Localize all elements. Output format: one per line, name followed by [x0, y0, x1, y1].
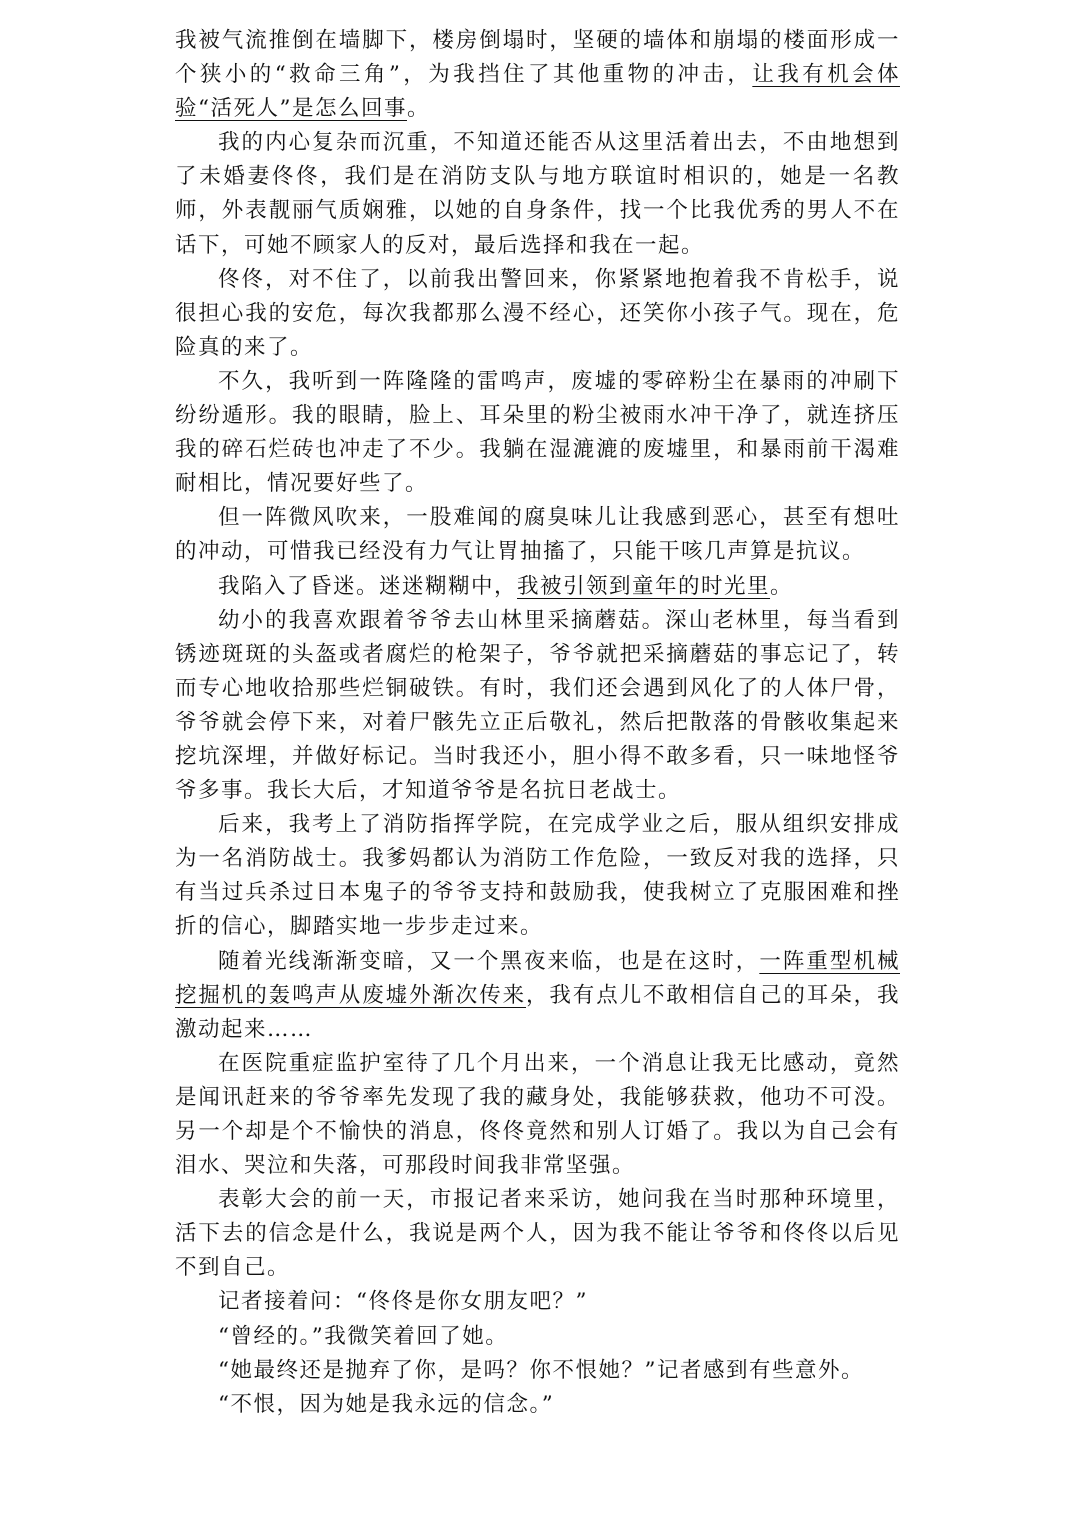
paragraph-8: 后来，我考上了消防指挥学院，在完成学业之后，服从组织安排成为一名消防战士。我爹妈都认为消防工作危险，一致反对我的选择，只有当过兵杀过日本鬼子的爷爷支持和鼓励我，使我树立了克服困难和挫折的信心，脚踏实地一步步走过来。	[175, 812, 900, 940]
paragraph-1-underlined-phrase: 让我有机会体验“活死人”是怎么回事	[175, 62, 900, 122]
paragraph-1-text-a: 我被气流推倒在墙脚下，楼房倒塌时，坚硬的墙体和崩塌的楼面形成一个狭小的“救命三角”，为我挡住了其他重物的冲击，	[175, 28, 900, 88]
paragraph-15: “不恨，因为她是我永远的信念。”	[218, 1391, 555, 1417]
paragraph-1	[175, 24, 900, 126]
paragraph-6	[175, 570, 900, 604]
paragraph-9	[175, 945, 900, 1047]
paragraph-11: 表彰大会的前一天，市报记者来采访，她问我在当时那种环境里，活下去的信念是什么，我说是两个人，因为我不能让爷爷和佟佟以后见不到自己。	[175, 1187, 900, 1281]
paragraph-4: 不久，我听到一阵隆隆的雷鸣声，废墟的零碎粉尘在暴雨的冲刷下纷纷遁形。我的眼睛，脸上、耳朵里的粉尘被雨水冲干净了，就连挤压我的碎石烂砖也冲走了不少。我躺在湿漉漉的废墟里，和暴雨前干渴难耐相比，情况要好些了。	[175, 368, 900, 497]
paragraph-6-text-b: 。	[770, 573, 794, 599]
paragraph-1-text-b: 。	[406, 96, 430, 122]
paragraph-6-underlined-phrase: 我被引领到童年的时光里	[517, 573, 771, 599]
paragraph-6-text-a: 我陷入了昏迷。迷迷糊糊中，	[218, 573, 518, 599]
paragraph-13: “曾经的。”我微笑着回了她。	[218, 1323, 509, 1349]
paragraph-10: 在医院重症监护室待了几个月出来，一个消息让我无比感动，竟然是闻讯赶来的爷爷率先发现了我的藏身处，我能够获救，他功不可没。另一个却是个不愉快的消息，佟佟竟然和别人订婚了。我以为自己会有泪水、哭泣和失落，可那段时间我非常坚强。	[175, 1050, 900, 1179]
paragraph-2: 我的内心复杂而沉重，不知道还能否从这里活着出去，不由地想到了未婚妻佟佟，我们是在消防支队与地方联谊时相识的，她是一名教师，外表靓丽气质娴雅，以她的自身条件，找一个比我优秀的男人不在话下，可她不顾家人的反对，最后选择和我在一起。	[175, 130, 900, 258]
document-body	[175, 24, 900, 1422]
paragraph-9-underlined-phrase: 一阵重型机械挖掘机的轰鸣声从废墟外渐次传来	[175, 948, 900, 1008]
paragraph-12: 记者接着问：“佟佟是你女朋友吧？”	[218, 1289, 588, 1315]
paragraph-14: “她最终还是抛弃了你，是吗？你不恨她？”记者感到有些意外。	[218, 1357, 864, 1383]
paragraph-9-text-a: 随着光线渐渐变暗，又一个黑夜来临，也是在这时，	[218, 948, 760, 974]
paragraph-9-text-b: ，我有点儿不敢相信自己的耳朵，我激动起来……	[175, 982, 900, 1042]
paragraph-3: 佟佟，对不住了，以前我出警回来，你紧紧地抱着我不肯松手，说很担心我的安危，每次我都那么漫不经心，还笑你小孩子气。现在，危险真的来了。	[175, 266, 900, 360]
paragraph-5: 但一阵微风吹来，一股难闻的腐臭味儿让我感到恶心，甚至有想吐的冲动，可惜我已经没有力气让胃抽搐了，只能干咳几声算是抗议。	[175, 505, 900, 565]
paragraph-7: 幼小的我喜欢跟着爷爷去山林里采摘蘑菇。深山老林里，每当看到锈迹斑斑的头盔或者腐烂的枪架子，爷爷就把采摘蘑菇的事忘记了，转而专心地收拾那些烂铜破铁。有时，我们还会遇到风化了的人体尸骨，爷爷就会停下来，对着尸骸先立正后敬礼，然后把散落的骨骸收集起来挖坑深埋，并做好标记。当时我还小，胆小得不敢多看，只一味地怪爷爷多事。我长大后，才知道爷爷是名抗日老战士。	[175, 607, 900, 804]
